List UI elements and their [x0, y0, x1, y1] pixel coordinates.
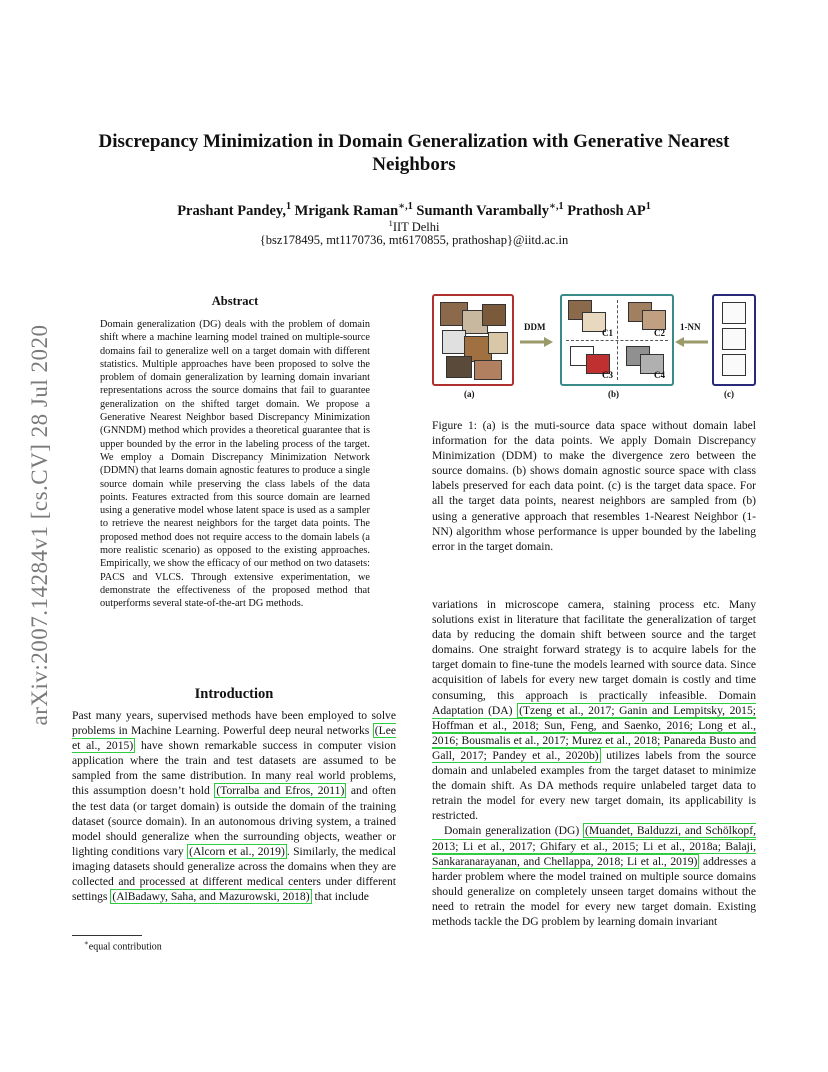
panel-label-c: (c) — [724, 389, 734, 399]
footnote-rule — [72, 935, 142, 936]
image-thumbnail — [482, 304, 506, 326]
abstract-text: Domain generalization (DG) deals with the problem of domain shift where a machine learning model trained on multiple-source domains fail to generalize well on a target domain with different statistics. Multiple approaches have been proposed to solve the problem of domain generalization by learning domain invariant representations across the source domains that fail to guarantee generalization on the shifted target domain. We propose a Generative Nearest Neighbor based Discrepancy Minimization (GNNDM) method which provides a theoretical guarantee that is upper bounded by the error in the labeling process of the target. We employ a Domain Discrepancy Minimization Network (DDMN) that learns domain agnostic features to produce a single source domain while preserving the class labels of the data points. Features extracted from this source domain are learned using a generative model whose latent space is used as a sampler to retrieve the nearest neighbors for the target data points. The proposed method does not require access to the domain labels (a more realistic scenario) as opposed to the existing approaches. Empirically, we show the efficacy of our method on two datasets: PACS and VLCS. Through extensive experimentation, we demonstrate the effectiveness of the proposed method that outperforms several state-of-the-art DG methods. — [100, 319, 370, 610]
body-text: Past many years, supervised methods have been employed to solve problems in Machine Learning. Powerful deep neural networks — [72, 709, 396, 738]
affiliation-mark: 1 — [388, 218, 393, 228]
citation-link[interactable]: (AlBadawy, Saha, and Mazurowski, 2018) — [112, 890, 310, 904]
right-column-text — [432, 597, 756, 929]
sketch-thumbnail — [722, 354, 746, 376]
author-mark: 1 — [645, 201, 651, 212]
author-mark: ∗,1 — [548, 201, 564, 212]
citation-link[interactable]: (Alcorn et al., 2019) — [189, 844, 285, 858]
panel-b — [560, 294, 674, 386]
footnote-text: equal contribution — [88, 941, 162, 953]
author-list — [80, 200, 748, 220]
author-name: Prashant Pandey, — [177, 202, 286, 219]
introduction-heading: Introduction — [194, 686, 274, 702]
footnote — [84, 939, 162, 952]
citation-link[interactable]: (Torralba and Efros, 2011) — [216, 784, 345, 798]
affiliation-text: IIT Delhi — [392, 220, 440, 235]
author-name: Mrigank Raman — [294, 202, 399, 219]
citation-link[interactable]: (Tzeng et al., 2017; Ganin and Lempitsky, 2015; Hoffman et al., 2018; Sun, Feng, and Saenko, 2016; Long et al., 2016; Bousmalis et al., 2017; Murez et al., 2018; Panareda Busto and Gall, 2017; Pandey et al., 2020b) — [432, 703, 757, 762]
cluster-label: C3 — [602, 370, 613, 380]
panel-label-b: (b) — [608, 389, 619, 399]
paper-title: Discrepancy Minimization in Domain Generalization with Generative Nearest Neighbors — [98, 131, 730, 175]
arxiv-identifier: arXiv:2007.14284v1 [cs.CV] 28 Jul 2020 — [27, 324, 52, 726]
panel-c — [712, 294, 756, 386]
body-text: . Similarly, the medical imaging datasets should generalize across the domains when they are collected and processed at different medical centers under different settings — [72, 844, 396, 904]
figure-1 — [432, 292, 756, 404]
footnote-mark: ∗ — [84, 939, 89, 947]
cluster-label: C1 — [602, 328, 613, 338]
author-mark: 1 — [285, 201, 292, 212]
image-thumbnail — [446, 356, 472, 378]
image-thumbnail — [488, 332, 508, 354]
divider-horizontal — [566, 340, 668, 341]
body-text: utilizes labels from the source domain and unlabeled examples from the target dataset to minimize the domain shift. As DA methods require unlabeled target data to retrain the model for every new target domain, its applicability is restricted. — [432, 748, 756, 823]
cluster-label: C2 — [654, 328, 665, 338]
introduction-paragraph — [72, 708, 396, 904]
body-text: variations in microscope camera, staining process etc. Many solutions exist in literature that facilitate the generalization of target data by reducing the domain shift between source and the target domains. One straight forward strategy is to acquire labels for the target domain to fine-tune the models learned with source data. Since acquisition of labels for every new target domain is costly and time consuming, this approach is practically infeasible. Domain Adaptation (DA) — [432, 598, 756, 717]
nn-arrow — [674, 336, 710, 348]
body-text: and often the test data (or target domain) is outside the domain of the training dataset (source domain). In an autonomous driving system, a trained model should generalize when the surrounding objects, weather or lighting conditions vary — [72, 784, 396, 858]
author-mark: ∗,1 — [398, 201, 413, 212]
paragraph — [432, 823, 756, 929]
ddm-label: DDM — [524, 322, 546, 332]
citation-link[interactable]: (Lee et al., 2015) — [72, 724, 396, 753]
cluster-label: C4 — [654, 370, 665, 380]
image-thumbnail — [442, 330, 466, 354]
body-text: that include — [311, 890, 369, 904]
image-thumbnail — [642, 310, 666, 330]
paragraph — [432, 597, 756, 823]
abstract-heading: Abstract — [211, 294, 259, 308]
sketch-thumbnail — [722, 302, 746, 324]
nn-label: 1-NN — [680, 322, 701, 332]
body-text: Domain generalization (DG) — [444, 824, 584, 838]
image-thumbnail — [474, 360, 502, 380]
citation-link[interactable]: (Muandet, Balduzzi, and Schölkopf, 2013; Li et al., 2017; Ghifary et al., 2015; Li et al., 2018a; Balaji, Sankaranarayanan, and Chellappa, 2018; Li et al., 2019) — [432, 824, 756, 868]
arxiv-sidebar — [22, 290, 58, 760]
panel-label-a: (a) — [464, 389, 475, 399]
author-name: Sumanth Varambally — [416, 202, 549, 219]
body-text: have shown remarkable success in computer vision application where the train and test datasets are assumed to be sampled from the same distribution. In many real world problems, this assumption doesn’t hold — [72, 739, 396, 798]
body-text: addresses a harder problem where the model trained on multiple source domains should generalize on completely unseen target domains without the need to retrain the model for every new target domain. Existing methods tackle the DG problem by learning domain invariant — [432, 854, 757, 928]
ddm-arrow — [518, 336, 554, 348]
panel-a — [432, 294, 514, 386]
figure-caption: Figure 1: (a) is the muti-source data space without domain label information for the data points. We apply Domain Discrepancy Minimization (DDM) to make the divergence zero between the source domains. (b) shows domain agnostic source space with class labels preserved for each data point. (c) is the target data space. For all the target data points, nearest neighbors are sampled from (b) using a generative approach that resembles 1-Nearest Neighbor (1-NN) algorithm whose performance is upper bounded by the labeling error in the target domain. — [432, 419, 756, 553]
sketch-thumbnail — [722, 328, 746, 350]
author-name: Prathosh AP — [567, 202, 646, 219]
author-emails: {bsz178495, mt1170736, mt6170855, prathoshap}@iitd.ac.in — [259, 233, 569, 247]
